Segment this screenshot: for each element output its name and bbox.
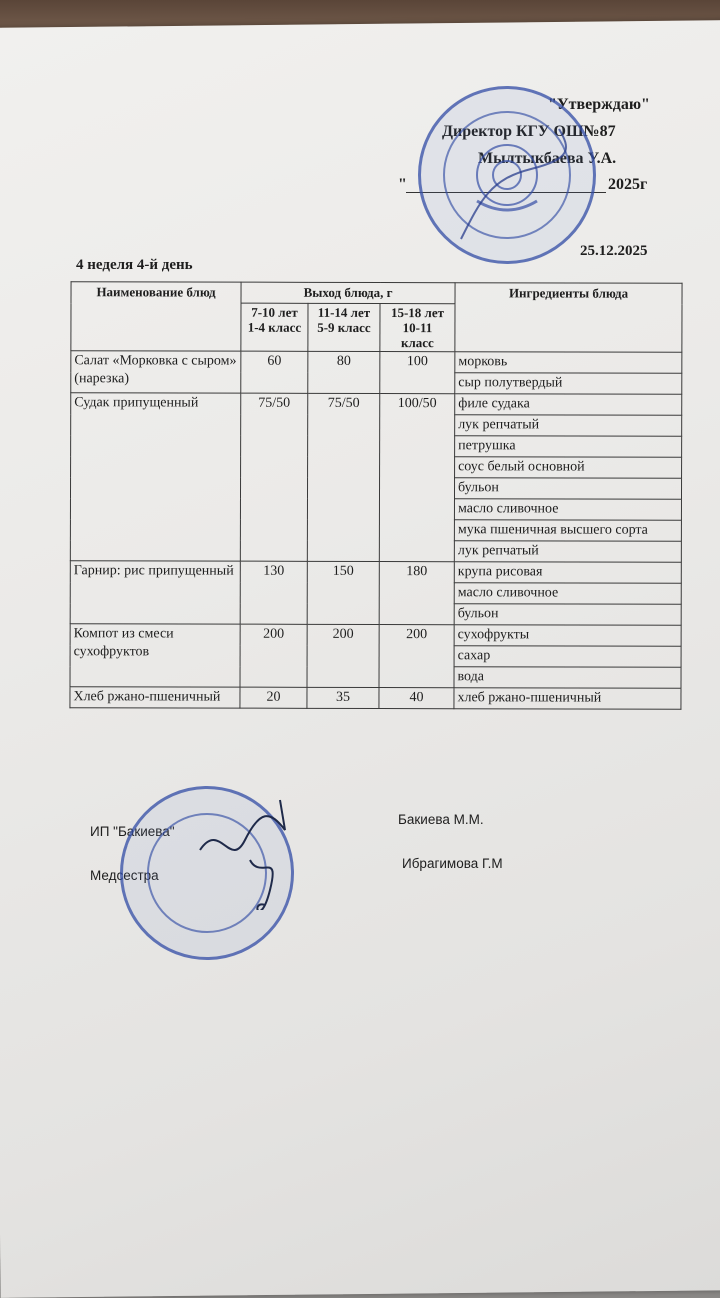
approval-date-prefix: " bbox=[398, 176, 407, 193]
ingredient-cell: соус белый основной bbox=[455, 457, 682, 479]
nurse-name: Ибрагимова Г.М bbox=[402, 856, 503, 871]
table-body bbox=[70, 351, 682, 710]
dish-yield-v3: 180 bbox=[379, 562, 454, 625]
header-age-2: 11-14 лет 5-9 класс bbox=[308, 303, 380, 351]
ingredient-cell: лук репчатый bbox=[454, 541, 681, 563]
dish-yield-v1: 60 bbox=[241, 351, 308, 393]
ip-label: ИП "Бакиева" bbox=[90, 824, 175, 839]
header-age-1: 7-10 лет 1-4 класс bbox=[241, 303, 308, 351]
menu-table bbox=[69, 281, 682, 710]
dish-yield-v2: 150 bbox=[307, 561, 379, 624]
official-seal-stamp bbox=[418, 86, 596, 264]
ingredient-cell: крупа рисовая bbox=[454, 562, 681, 584]
table-row bbox=[71, 351, 682, 374]
ingredient-cell: бульон bbox=[454, 604, 681, 626]
table-row bbox=[70, 687, 681, 710]
dish-name: Салат «Морковка с сыром» (нарезка) bbox=[71, 351, 241, 393]
approval-year: 2025г bbox=[608, 176, 648, 193]
table-row bbox=[70, 561, 681, 584]
dish-yield-v3: 100 bbox=[380, 352, 455, 394]
dish-yield-v1: 75/50 bbox=[240, 393, 307, 561]
ingredient-cell: вода bbox=[454, 667, 681, 689]
header-ingredients: Ингредиенты блюда bbox=[455, 283, 682, 353]
dish-yield-v1: 200 bbox=[240, 624, 307, 687]
dish-name: Хлеб ржано-пшеничный bbox=[70, 687, 240, 708]
menu-date: 25.12.2025 bbox=[580, 243, 648, 259]
ingredient-cell: бульон bbox=[455, 478, 682, 500]
director-name: Мылтыкбаева У.А. bbox=[478, 150, 617, 167]
nurse-label: Медсестра bbox=[90, 868, 159, 883]
dish-name: Компот из смеси сухофруктов bbox=[70, 624, 240, 687]
header-yield: Выход блюда, г bbox=[241, 282, 455, 304]
ingredient-cell: филе судака bbox=[455, 394, 682, 416]
ingredient-cell: лук репчатый bbox=[455, 415, 682, 437]
ingredient-cell: хлеб ржано-пшеничный bbox=[454, 688, 681, 710]
dish-yield-v2: 75/50 bbox=[307, 393, 379, 561]
table-header-row bbox=[71, 282, 682, 305]
dish-yield-v2: 80 bbox=[308, 351, 380, 393]
ingredient-cell: мука пшеничная высшего сорта bbox=[454, 520, 681, 542]
dish-yield-v2: 35 bbox=[307, 687, 379, 708]
ingredient-cell: сыр полутвердый bbox=[455, 373, 682, 395]
dish-yield-v3: 200 bbox=[379, 625, 454, 688]
dish-yield-v1: 130 bbox=[240, 561, 307, 624]
director-title: Директор КГУ ОШ№87 bbox=[442, 123, 616, 140]
seal-emblem-icon bbox=[421, 89, 593, 261]
dish-yield-v3: 40 bbox=[379, 688, 454, 709]
dish-yield-v1: 20 bbox=[240, 687, 307, 708]
dish-yield-v3: 100/50 bbox=[379, 394, 454, 562]
approval-title: "Утверждаю" bbox=[548, 96, 650, 113]
ingredient-cell: сахар bbox=[454, 646, 681, 668]
table-row bbox=[71, 393, 682, 416]
ingredient-cell: петрушка bbox=[455, 436, 682, 458]
ingredient-cell: масло сливочное bbox=[454, 499, 681, 521]
header-age-3: 15-18 лет 10-11 класс bbox=[380, 304, 455, 352]
header-dish: Наименование блюд bbox=[71, 282, 241, 351]
ip-name: Бакиева М.М. bbox=[398, 812, 484, 827]
handwritten-signature bbox=[190, 790, 330, 910]
ingredient-cell: масло сливочное bbox=[454, 583, 681, 605]
dish-yield-v2: 200 bbox=[307, 624, 379, 687]
dish-name: Судак припущенный bbox=[70, 393, 240, 561]
ingredient-cell: сухофрукты bbox=[454, 625, 681, 647]
table-row bbox=[70, 624, 681, 647]
week-day-label: 4 неделя 4-й день bbox=[76, 257, 193, 273]
dish-name: Гарнир: рис припущенный bbox=[70, 561, 240, 624]
ingredient-cell: морковь bbox=[455, 352, 682, 374]
